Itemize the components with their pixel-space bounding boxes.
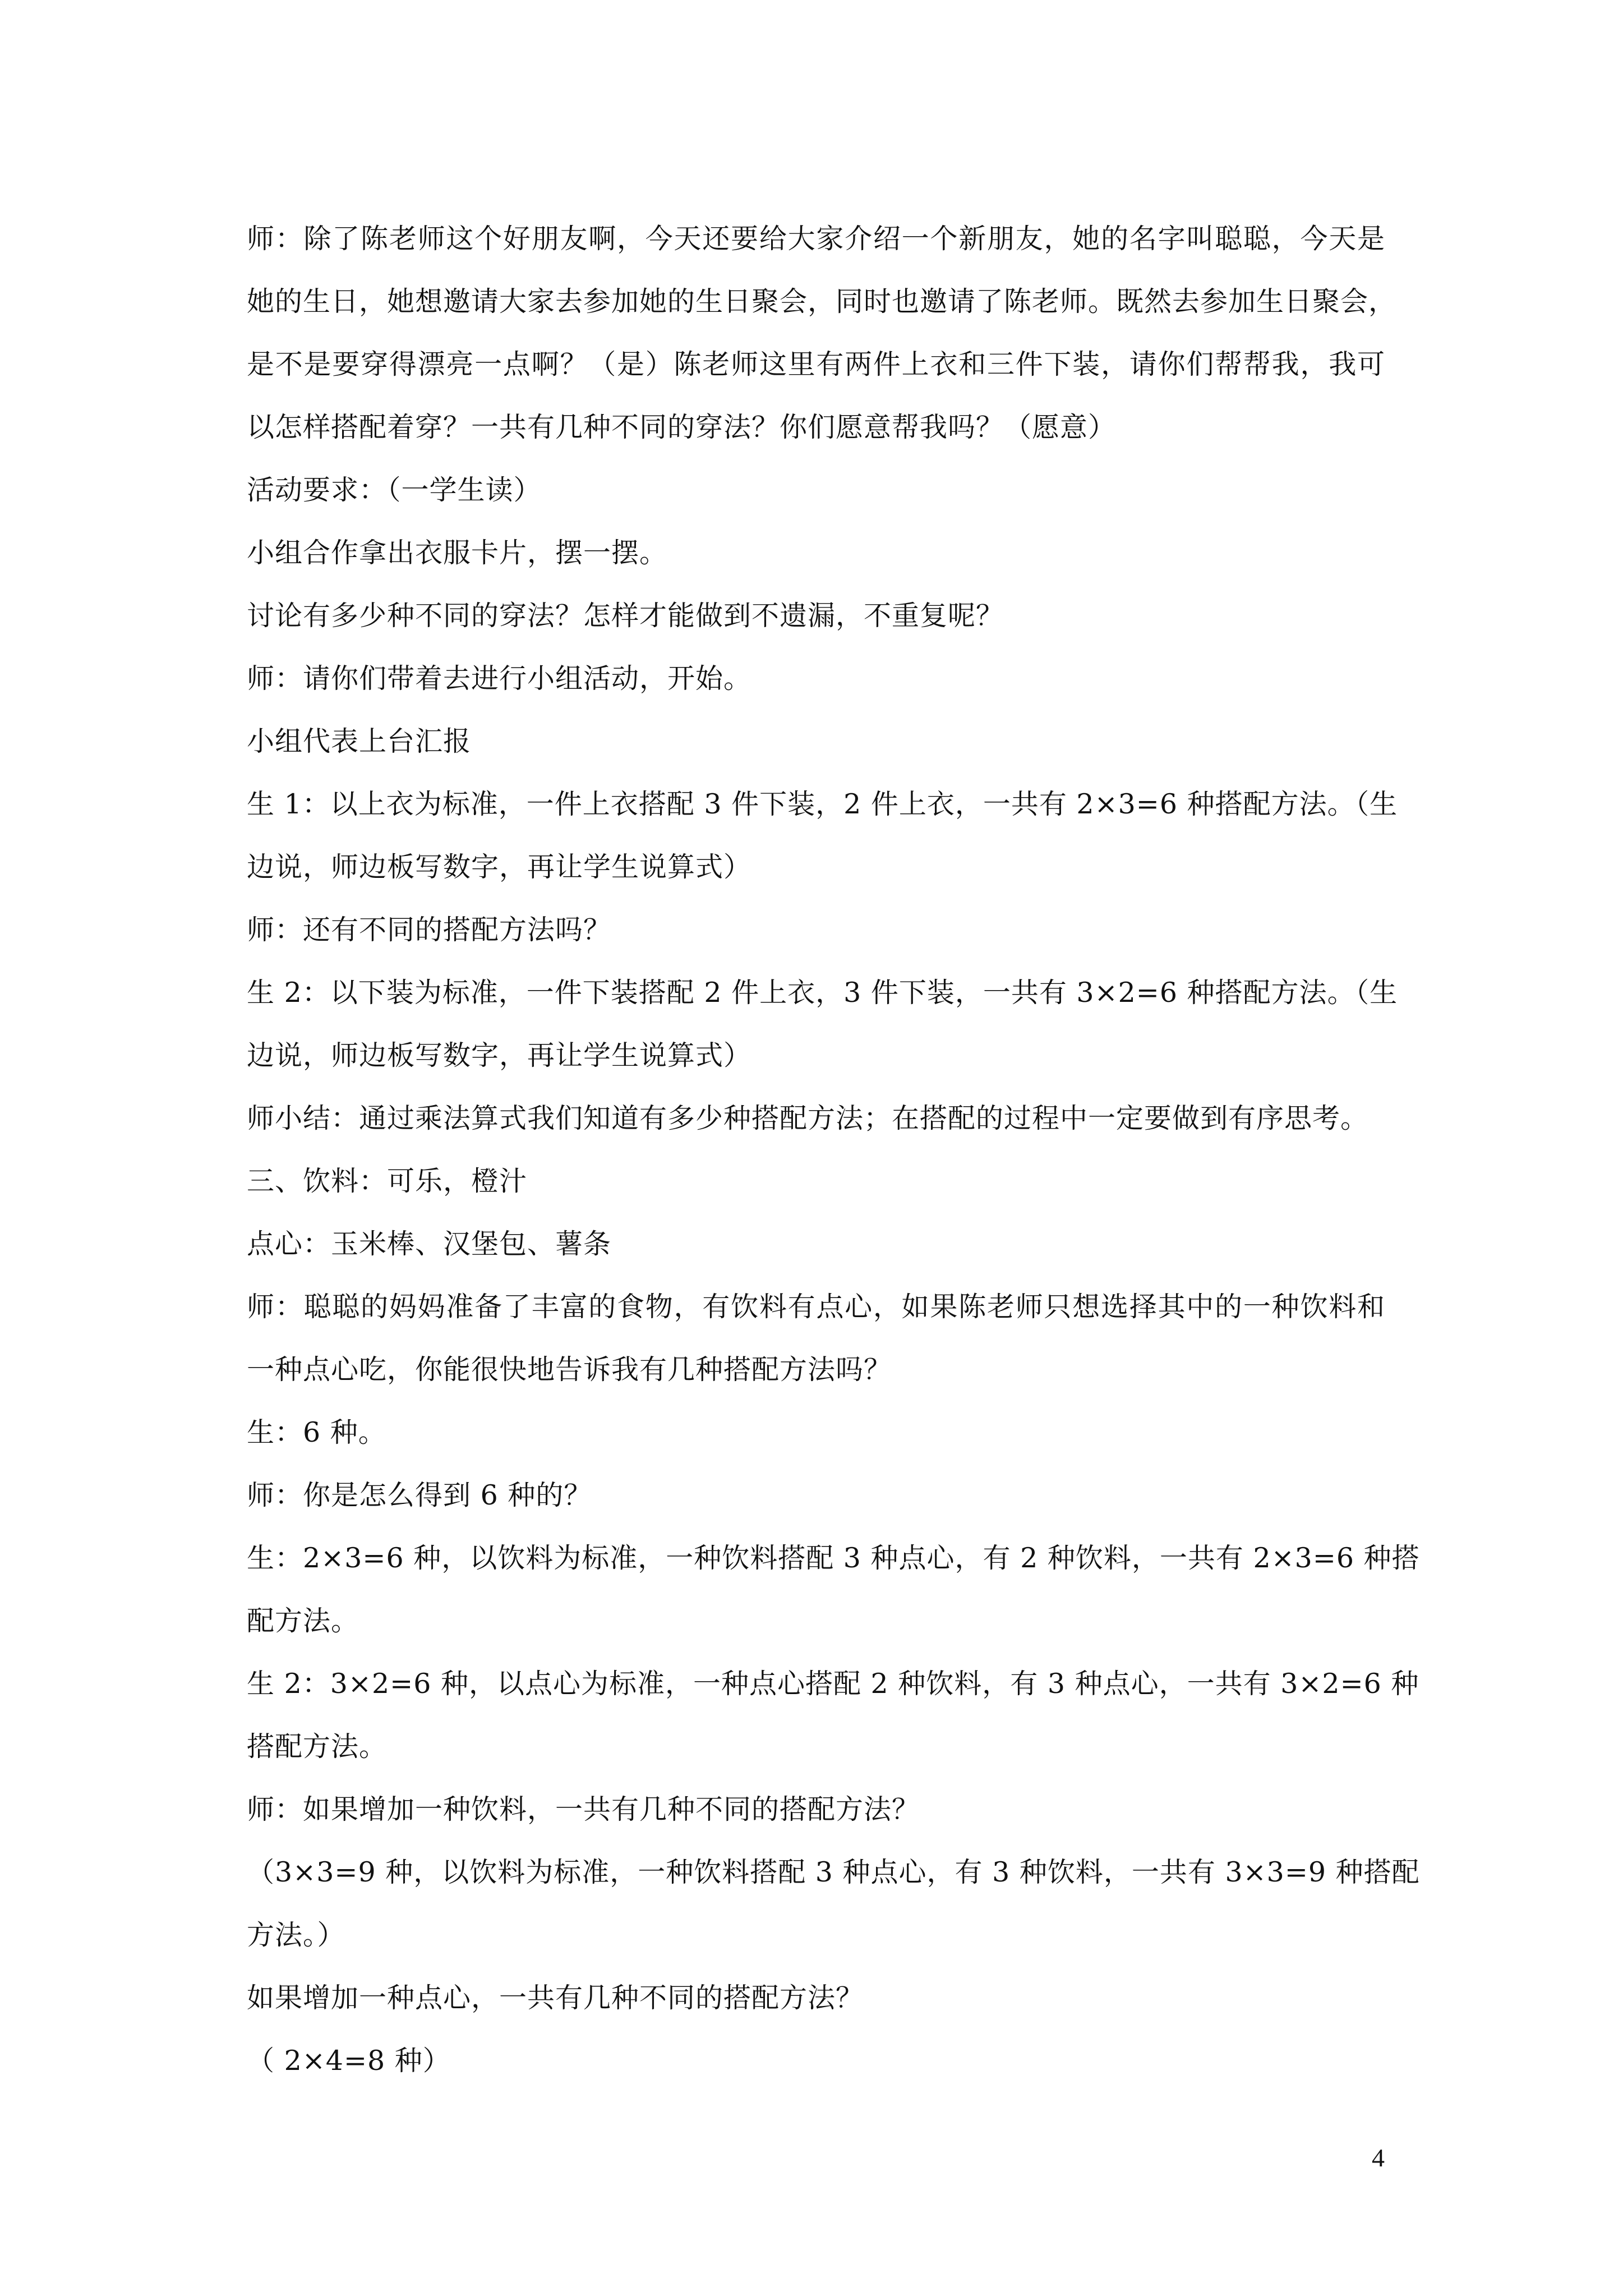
paragraph-line: 如果增加一种点心，一共有几种不同的搭配方法？ xyxy=(247,1982,864,2014)
page-number: 4 xyxy=(1372,2143,1385,2172)
paragraph-line: 生：2×3=6 种，以饮料为标准，一种饮料搭配 3 种点心，有 2 种饮料，一共有 2×3=6 种搭 xyxy=(247,1542,1420,1574)
paragraph-line: （3×3=9 种，以饮料为标准，一种饮料搭配 3 种点心，有 3 种饮料，一共有 3×3=9 种搭配 xyxy=(247,1856,1420,1888)
paragraph-line: 小组合作拿出衣服卡片，摆一摆。 xyxy=(247,537,668,569)
paragraph-line: 方法。） xyxy=(247,1919,345,1951)
paragraph-line: 生 2：以下装为标准，一件下装搭配 2 件上衣，3 件下装，一共有 3×2=6 种搭配方法。（生 xyxy=(247,977,1398,1009)
paragraph-line: 以怎样搭配着穿？一共有几种不同的穿法？你们愿意帮我吗？（愿意） xyxy=(247,411,1117,443)
paragraph-line: 一种点心吃，你能很快地告诉我有几种搭配方法吗？ xyxy=(247,1354,892,1386)
paragraph-line: 师：请你们带着去进行小组活动，开始。 xyxy=(247,662,752,694)
paragraph-line: 小组代表上台汇报 xyxy=(247,725,472,757)
paragraph-line: 师：聪聪的妈妈准备了丰富的食物，有饮料有点心，如果陈老师只想选择其中的一种饮料和 xyxy=(247,1291,1385,1323)
paragraph-line: 她的生日，她想邀请大家去参加她的生日聚会，同时也邀请了陈老师。既然去参加生日聚会， xyxy=(247,286,1397,318)
paragraph-line: 生 1：以上衣为标准，一件上衣搭配 3 件下装，2 件上衣，一共有 2×3=6 种搭配方法。（生 xyxy=(247,788,1398,820)
paragraph-line: 搭配方法。 xyxy=(247,1731,388,1763)
paragraph-line: 讨论有多少种不同的穿法？怎样才能做到不遗漏，不重复呢？ xyxy=(247,600,1004,632)
paragraph-line: 边说，师边板写数字，再让学生说算式） xyxy=(247,1039,752,1071)
paragraph-line: （ 2×4=8 种） xyxy=(247,2045,451,2077)
paragraph-line: 配方法。 xyxy=(247,1605,359,1637)
lesson-text xyxy=(247,208,1420,2092)
paragraph-line: 边说，师边板写数字，再让学生说算式） xyxy=(247,851,752,883)
paragraph-line: 三、饮料：可乐，橙汁 xyxy=(247,1165,528,1197)
paragraph-line: 师：如果增加一种饮料，一共有几种不同的搭配方法？ xyxy=(247,1793,920,1825)
paragraph-line: 师小结：通过乘法算式我们知道有多少种搭配方法；在搭配的过程中一定要做到有序思考。 xyxy=(247,1102,1369,1134)
paragraph-line: 师：还有不同的搭配方法吗？ xyxy=(247,914,612,946)
paragraph-line: 师：你是怎么得到 6 种的？ xyxy=(247,1479,592,1511)
paragraph-line: 活动要求：（一学生读） xyxy=(247,474,542,506)
paragraph-line: 生：6 种。 xyxy=(247,1416,386,1448)
paragraph-line: 师：除了陈老师这个好朋友啊，今天还要给大家介绍一个新朋友，她的名字叫聪聪，今天是 xyxy=(247,223,1385,255)
paragraph-line: 是不是要穿得漂亮一点啊？（是）陈老师这里有两件上衣和三件下装，请你们帮帮我，我可 xyxy=(247,348,1385,380)
paragraph-line: 点心：玉米棒、汉堡包、薯条 xyxy=(247,1228,612,1260)
paragraph-line: 生 2：3×2=6 种，以点心为标准，一种点心搭配 2 种饮料，有 3 种点心，一共有 3×2=6 种 xyxy=(247,1668,1419,1700)
